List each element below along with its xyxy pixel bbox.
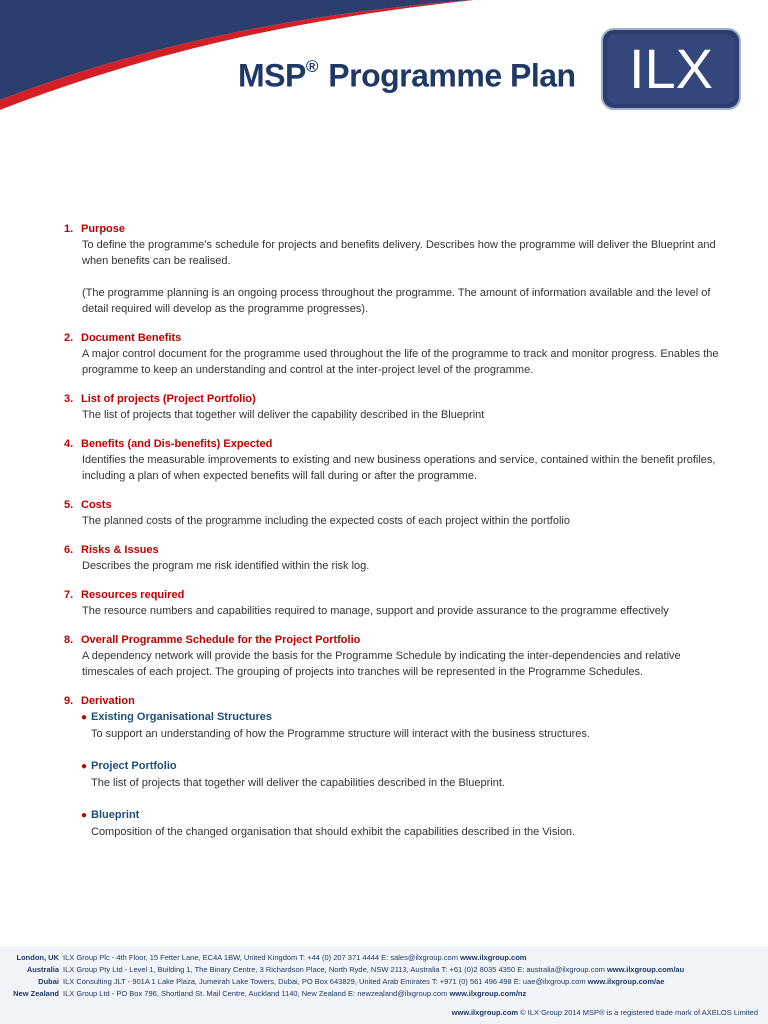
office-row: Dubai ILX Consulting JLT - 901A 1 Lake Plaza, Jumeirah Lake Towers, Dubai, PO Box 643829, United Arab Emirates T: +971 (0) 561 496 498 E: uae@ilxgroup.com www.ilxgroup.com/ae — [38, 977, 665, 986]
bullet-text: Composition of the changed organisation that should exhibit the capabilities described in the Vision. — [91, 826, 576, 838]
section-heading: 3. List of projects (Project Portfolio) — [64, 393, 256, 405]
bullet-title: ● Blueprint — [81, 809, 140, 821]
copyright-text: © ILX Group 2014 MSP® is a registered trade mark of AXELOS Limited — [518, 1008, 758, 1017]
office-website-link[interactable]: www.ilxgroup.com/nz — [449, 989, 527, 998]
section-heading: 9. Derivation — [64, 695, 135, 707]
bullet-text: The list of projects that together will deliver the capabilities described in the Blueprint. — [91, 777, 505, 789]
svg-text:ILX: ILX — [628, 37, 714, 100]
bullet-title: ● Project Portfolio — [81, 760, 177, 772]
section-paragraph: Describes the program me risk identified within the risk log. — [82, 560, 370, 572]
bullet-title: ● Existing Organisational Structures — [81, 711, 272, 723]
section-heading: 6. Risks & Issues — [64, 544, 159, 556]
section-paragraph: A dependency network will provide the basis for the Programme Schedule by indicating the inter-dependencies and relative timescales of each project. The grouping of projects into tranches will be represented in the Programme Schedules. — [82, 650, 681, 678]
copyright-line — [452, 1008, 758, 1017]
footer — [0, 946, 768, 1024]
section-1 — [64, 222, 724, 317]
derivation-bullet — [81, 807, 724, 840]
office-website-link[interactable]: www.ilxgroup.com/ae — [587, 977, 665, 986]
bullet-dot-icon: ● — [81, 712, 88, 723]
office-website-link[interactable]: www.ilxgroup.com/au — [606, 965, 685, 974]
ilx-logo — [601, 28, 743, 112]
section-4 — [64, 437, 724, 484]
section-paragraph: (The programme planning is an ongoing process throughout the programme. The amount of information available and the level of detail required will develop as the programme progresses). — [82, 287, 711, 315]
section-heading: 8. Overall Programme Schedule for the Project Portfolio — [64, 634, 361, 646]
section-5 — [64, 498, 724, 529]
section-heading: 2. Document Benefits — [64, 332, 182, 344]
section-7 — [64, 588, 724, 619]
section-paragraph: The resource numbers and capabilities required to manage, support and provide assurance to the programme effectively — [82, 605, 669, 617]
section-paragraph: Identifies the measurable improvements to existing and new business operations and service, contained within the benefit profiles, including a plan of when expected benefits will fall during or after the programme. — [82, 454, 716, 482]
section-3 — [64, 392, 724, 423]
main-content — [64, 222, 724, 854]
section-paragraph: The list of projects that together will deliver the capability described in the Blueprint — [82, 409, 485, 421]
office-row: Australia ILX Group Pty Ltd - Level 1, Building 1, The Binary Centre, 3 Richardson Place, North Ryde, NSW 2113, Australia T: +61 (0)2 8035 4350 E: australia@ilxgroup.com www.ilxgroup.com/au — [26, 965, 685, 974]
section-heading: 4. Benefits (and Dis-benefits) Expected — [64, 438, 273, 450]
bullet-dot-icon: ● — [81, 810, 88, 821]
section-2 — [64, 331, 724, 378]
section-heading: 5. Costs — [64, 499, 112, 511]
derivation-bullet — [81, 709, 724, 742]
section-heading: 7. Resources required — [64, 589, 185, 601]
section-paragraph: The planned costs of the programme including the expected costs of each project within the portfolio — [82, 515, 570, 527]
section-paragraph: To define the programme’s schedule for projects and benefits delivery. Describes how the programme will deliver the Blueprint and when benefits can be realised. — [82, 239, 716, 267]
page-title: MSP® Programme Plan — [238, 57, 576, 94]
section-8 — [64, 633, 724, 680]
office-website-link[interactable]: www.ilxgroup.com — [460, 953, 527, 962]
section-heading: 1. Purpose — [64, 223, 126, 235]
office-row: London, UK ILX Group Plc - 4th Floor, 15 Fetter Lane, EC4A 1BW, United Kingdom T: +44 (0) 207 371 4444 E: sales@ilxgroup.com www.ilxgroup.com — [16, 953, 527, 962]
bullet-dot-icon: ● — [81, 761, 88, 772]
bullet-text: To support an understanding of how the Programme structure will interact with the business structures. — [91, 728, 590, 740]
section-6 — [64, 543, 724, 574]
office-row: New Zealand ILX Group Ltd - PO Box 796, Shortland St. Mail Centre, Auckland 1140, New Zealand E: newzealand@ilxgroup.com www.ilxgroup.com/nz — [13, 989, 527, 998]
footer-website-link[interactable]: www.ilxgroup.com — [451, 1008, 519, 1017]
section-paragraph: A major control document for the programme used throughout the life of the programme to track and monitor progress. Enables the programme to keep an understanding and control at the inter-project level of the programme. — [82, 348, 719, 376]
section-9 — [64, 694, 724, 840]
derivation-bullet — [81, 758, 724, 791]
